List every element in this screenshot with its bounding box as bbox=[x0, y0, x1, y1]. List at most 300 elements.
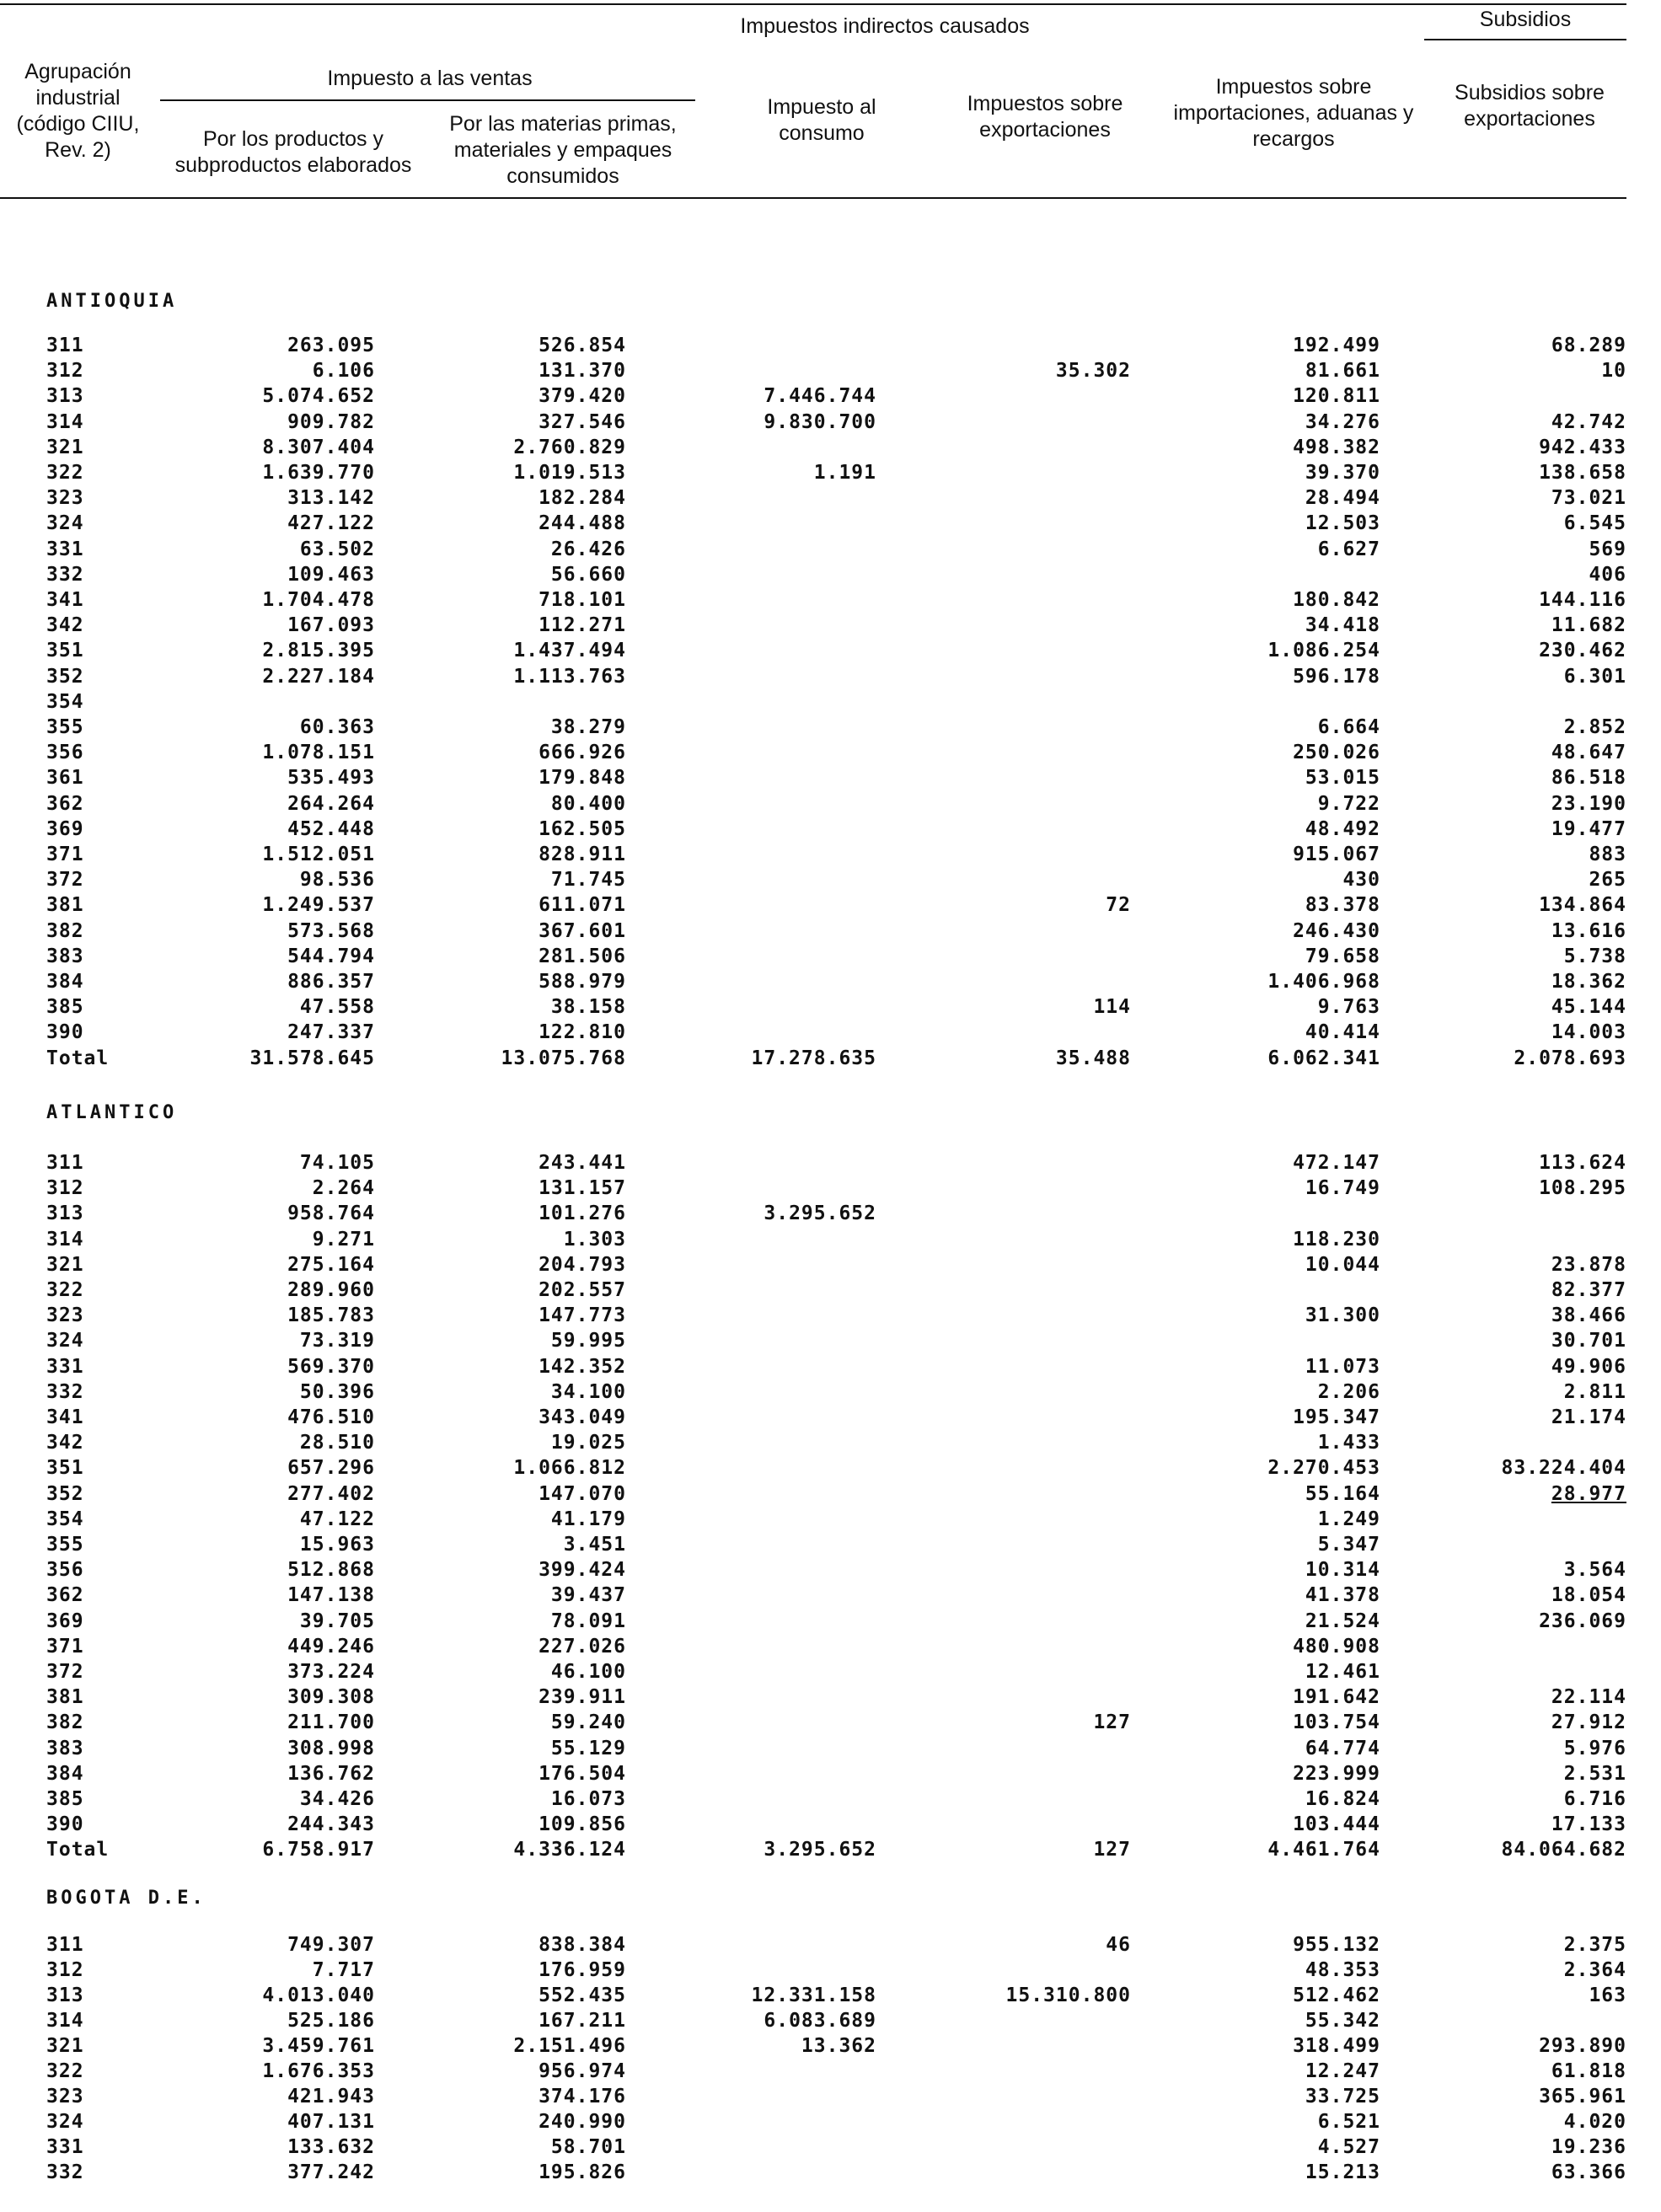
value-cell: 452.448 bbox=[287, 817, 375, 840]
value-cell: 147.070 bbox=[538, 1482, 626, 1505]
value-cell: 958.764 bbox=[287, 1202, 375, 1225]
value-cell: 163 bbox=[1589, 1984, 1626, 2006]
value-cell: 28.977 bbox=[1551, 1482, 1626, 1505]
value-cell: 26.426 bbox=[550, 538, 626, 560]
table-row bbox=[0, 1583, 1626, 1608]
value-cell: 45.144 bbox=[1551, 996, 1626, 1019]
value-cell: 12.461 bbox=[1305, 1661, 1380, 1683]
table-row bbox=[0, 1430, 1626, 1455]
value-cell: 476.510 bbox=[287, 1406, 375, 1428]
value-cell: 281.506 bbox=[538, 945, 626, 967]
table-row bbox=[0, 2033, 1626, 2059]
ciiu-code: 390 bbox=[46, 1021, 84, 1044]
value-cell: 5.976 bbox=[1563, 1737, 1626, 1759]
value-cell: 16.073 bbox=[550, 1788, 626, 1810]
value-cell: 718.101 bbox=[538, 589, 626, 611]
value-cell: 47.558 bbox=[299, 996, 375, 1019]
value-cell: 828.911 bbox=[538, 844, 626, 865]
value-cell: 18.054 bbox=[1551, 1584, 1626, 1607]
section-label-antioquia: ANTIOQUIA bbox=[46, 291, 178, 312]
value-cell: 127 bbox=[1093, 1839, 1131, 1861]
value-cell: 9.271 bbox=[312, 1228, 375, 1251]
value-cell: 103.754 bbox=[1293, 1711, 1380, 1734]
value-cell: 56.660 bbox=[550, 563, 626, 586]
value-cell: 2.227.184 bbox=[262, 665, 375, 688]
value-cell: 108.295 bbox=[1539, 1177, 1626, 1200]
value-cell: 134.864 bbox=[1539, 894, 1626, 917]
ciiu-code: 311 bbox=[46, 1152, 84, 1174]
value-cell: 192.499 bbox=[1293, 335, 1380, 356]
table-row bbox=[0, 2008, 1626, 2033]
value-cell: 6.106 bbox=[312, 360, 375, 383]
value-cell: 4.020 bbox=[1563, 2111, 1626, 2133]
ciiu-code: 385 bbox=[46, 1788, 84, 1810]
value-cell: 176.959 bbox=[538, 1959, 626, 1981]
ciiu-code: 355 bbox=[46, 716, 84, 738]
value-cell: 264.264 bbox=[287, 792, 375, 815]
ciiu-code: 324 bbox=[46, 1330, 84, 1352]
value-cell: 666.926 bbox=[538, 742, 626, 764]
ciiu-code: 331 bbox=[46, 1355, 84, 1378]
value-cell: 17.278.635 bbox=[751, 1047, 876, 1069]
ciiu-code: Total bbox=[46, 1047, 110, 1069]
col-header-export-taxes: Impuestos sobre exportaciones bbox=[967, 92, 1123, 142]
value-cell: 195.347 bbox=[1293, 1406, 1380, 1428]
sales-tax-label: Impuesto a las ventas bbox=[327, 67, 533, 90]
value-cell: 657.296 bbox=[287, 1457, 375, 1480]
value-cell: 377.242 bbox=[287, 2161, 375, 2183]
value-cell: 526.854 bbox=[538, 335, 626, 356]
value-cell: 22.114 bbox=[1551, 1686, 1626, 1709]
ciiu-code: 352 bbox=[46, 1482, 84, 1505]
table-row bbox=[0, 1710, 1626, 1735]
value-cell: 327.546 bbox=[538, 410, 626, 433]
value-cell: 2.078.693 bbox=[1514, 1047, 1626, 1069]
value-cell: 472.147 bbox=[1293, 1152, 1380, 1174]
value-cell: 525.186 bbox=[287, 2010, 375, 2032]
value-cell: 6.716 bbox=[1563, 1788, 1626, 1810]
table-row bbox=[0, 1684, 1626, 1710]
value-cell: 122.810 bbox=[538, 1021, 626, 1044]
value-cell: 449.246 bbox=[287, 1635, 375, 1658]
value-cell: 49.906 bbox=[1551, 1355, 1626, 1378]
table-row bbox=[0, 485, 1626, 511]
table-row bbox=[0, 1277, 1626, 1303]
value-cell: 83.378 bbox=[1305, 894, 1380, 917]
value-cell: 552.435 bbox=[538, 1984, 626, 2006]
value-cell: 263.095 bbox=[287, 335, 375, 356]
value-cell: 9.763 bbox=[1317, 996, 1380, 1019]
ciiu-code: 313 bbox=[46, 1984, 84, 2006]
value-cell: 13.075.768 bbox=[501, 1047, 626, 1069]
value-cell: 243.441 bbox=[538, 1152, 626, 1174]
value-cell: 35.488 bbox=[1055, 1047, 1131, 1069]
table-row bbox=[0, 1532, 1626, 1557]
col-header-raw-materials: Por las materias primas, materiales y empaques consumidos bbox=[449, 112, 677, 188]
value-cell: 1.066.812 bbox=[513, 1457, 626, 1480]
table-row bbox=[0, 817, 1626, 842]
value-cell: 275.164 bbox=[287, 1253, 375, 1276]
value-cell: 53.015 bbox=[1305, 767, 1380, 790]
ciiu-code: 371 bbox=[46, 844, 84, 865]
value-cell: 13.616 bbox=[1551, 919, 1626, 942]
value-cell: 211.700 bbox=[287, 1711, 375, 1734]
value-cell: 147.138 bbox=[287, 1584, 375, 1607]
ciiu-code: 383 bbox=[46, 945, 84, 967]
value-cell: 50.396 bbox=[299, 1380, 375, 1403]
value-cell: 28.494 bbox=[1305, 487, 1380, 510]
value-cell: 407.131 bbox=[287, 2111, 375, 2133]
value-cell: 61.818 bbox=[1551, 2060, 1626, 2082]
value-cell: 2.375 bbox=[1563, 1934, 1626, 1956]
value-cell: 4.013.040 bbox=[262, 1984, 375, 2006]
value-cell: 21.524 bbox=[1305, 1609, 1380, 1632]
value-cell: 18.362 bbox=[1551, 971, 1626, 993]
section-label-bogota: BOGOTA D.E. bbox=[46, 1888, 206, 1909]
value-cell: 182.284 bbox=[538, 487, 626, 510]
table-row bbox=[0, 1983, 1626, 2008]
value-cell: 31.578.645 bbox=[249, 1047, 375, 1069]
ciiu-code: 372 bbox=[46, 869, 84, 892]
value-cell: 883 bbox=[1589, 844, 1626, 865]
value-cell: 223.999 bbox=[1293, 1762, 1380, 1785]
value-cell: 21.174 bbox=[1551, 1406, 1626, 1428]
ciiu-code: 351 bbox=[46, 640, 84, 662]
ciiu-code: 311 bbox=[46, 1934, 84, 1956]
value-cell: 544.794 bbox=[287, 945, 375, 967]
value-cell: 4.336.124 bbox=[513, 1839, 626, 1861]
value-cell: 374.176 bbox=[538, 2086, 626, 2108]
subsidies-title: Subsidios bbox=[1479, 8, 1572, 31]
table-row bbox=[0, 460, 1626, 485]
ciiu-code: 382 bbox=[46, 919, 84, 942]
value-cell: 60.363 bbox=[299, 716, 375, 738]
value-cell: 15.310.800 bbox=[1005, 1984, 1131, 2006]
value-cell: 8.307.404 bbox=[262, 436, 375, 458]
value-cell: 406 bbox=[1589, 563, 1626, 586]
value-cell: 39.437 bbox=[550, 1584, 626, 1607]
value-cell: 63.502 bbox=[299, 538, 375, 560]
value-cell: 3.451 bbox=[563, 1534, 626, 1556]
value-cell: 1.086.254 bbox=[1267, 640, 1380, 662]
value-cell: 2.364 bbox=[1563, 1959, 1626, 1981]
value-cell: 103.444 bbox=[1293, 1813, 1380, 1836]
value-cell: 573.568 bbox=[287, 919, 375, 942]
subsidies-title-rule bbox=[1424, 39, 1626, 40]
sales-tax-rule bbox=[160, 99, 695, 101]
table-row bbox=[0, 919, 1626, 944]
value-cell: 23.878 bbox=[1551, 1253, 1626, 1276]
value-cell: 611.071 bbox=[538, 894, 626, 917]
ciiu-code: 311 bbox=[46, 335, 84, 356]
value-cell: 379.420 bbox=[538, 385, 626, 408]
value-cell: 72 bbox=[1106, 894, 1131, 917]
value-cell: 73.319 bbox=[299, 1330, 375, 1352]
value-cell: 277.402 bbox=[287, 1482, 375, 1505]
table-row bbox=[0, 1176, 1626, 1201]
value-cell: 46.100 bbox=[550, 1661, 626, 1683]
value-cell: 289.960 bbox=[287, 1279, 375, 1301]
table-row bbox=[0, 1405, 1626, 1430]
value-cell: 42.742 bbox=[1551, 410, 1626, 433]
value-cell: 78.091 bbox=[550, 1609, 626, 1632]
value-cell: 9.722 bbox=[1317, 792, 1380, 815]
table-row bbox=[0, 435, 1626, 460]
value-cell: 47.122 bbox=[299, 1508, 375, 1530]
value-cell: 48.353 bbox=[1305, 1959, 1380, 1981]
table-row bbox=[0, 969, 1626, 994]
value-cell: 16.749 bbox=[1305, 1177, 1380, 1200]
ciiu-code: 362 bbox=[46, 792, 84, 815]
ciiu-code: 342 bbox=[46, 1432, 84, 1454]
ciiu-code: 321 bbox=[46, 1253, 84, 1276]
value-cell: 10.044 bbox=[1305, 1253, 1380, 1276]
value-cell: 55.342 bbox=[1305, 2010, 1380, 2032]
table-row bbox=[0, 1201, 1626, 1226]
value-cell: 39.370 bbox=[1305, 462, 1380, 484]
value-cell: 14.003 bbox=[1551, 1021, 1626, 1044]
value-cell: 11.682 bbox=[1551, 614, 1626, 637]
value-cell: 59.240 bbox=[550, 1711, 626, 1734]
ciiu-code: 313 bbox=[46, 1202, 84, 1225]
value-cell: 942.433 bbox=[1539, 436, 1626, 458]
value-cell: 886.357 bbox=[287, 971, 375, 993]
value-cell: 13.362 bbox=[801, 2035, 876, 2057]
table-row bbox=[0, 994, 1626, 1020]
value-cell: 118.230 bbox=[1293, 1228, 1380, 1251]
ciiu-code: 312 bbox=[46, 1959, 84, 1981]
value-cell: 2.531 bbox=[1563, 1762, 1626, 1785]
table-row bbox=[0, 1609, 1626, 1634]
value-cell: 4.527 bbox=[1317, 2136, 1380, 2158]
value-cell: 421.943 bbox=[287, 2086, 375, 2108]
table-row bbox=[0, 1354, 1626, 1379]
ciiu-code: 385 bbox=[46, 996, 84, 1019]
value-cell: 1.433 bbox=[1317, 1432, 1380, 1454]
value-cell: 6.083.689 bbox=[764, 2010, 876, 2032]
value-cell: 34.426 bbox=[299, 1788, 375, 1810]
table-row bbox=[0, 613, 1626, 638]
value-cell: 73.021 bbox=[1551, 487, 1626, 510]
indirect-taxes-title: Impuestos indirectos causados bbox=[740, 14, 1030, 38]
top-rule bbox=[0, 3, 1626, 5]
value-cell: 1.249 bbox=[1317, 1508, 1380, 1530]
value-cell: 30.701 bbox=[1551, 1330, 1626, 1352]
value-cell: 1.676.353 bbox=[262, 2060, 375, 2082]
value-cell: 82.377 bbox=[1551, 1279, 1626, 1301]
table-row bbox=[0, 1328, 1626, 1353]
value-cell: 185.783 bbox=[287, 1304, 375, 1327]
table-row bbox=[0, 1303, 1626, 1328]
table-row bbox=[0, 1932, 1626, 1958]
value-cell: 838.384 bbox=[538, 1934, 626, 1956]
table-row bbox=[0, 333, 1626, 358]
ciiu-code: 322 bbox=[46, 462, 84, 484]
value-cell: 6.301 bbox=[1563, 665, 1626, 688]
table-row bbox=[0, 944, 1626, 969]
table-row bbox=[0, 1812, 1626, 1837]
value-cell: 74.105 bbox=[299, 1152, 375, 1174]
table-row bbox=[0, 715, 1626, 740]
value-cell: 19.236 bbox=[1551, 2136, 1626, 2158]
header-bottom-rule bbox=[0, 197, 1626, 199]
value-cell: 19.025 bbox=[550, 1432, 626, 1454]
ciiu-code: 323 bbox=[46, 487, 84, 510]
value-cell: 80.400 bbox=[550, 792, 626, 815]
ciiu-code: 321 bbox=[46, 436, 84, 458]
table-row bbox=[0, 358, 1626, 383]
value-cell: 1.639.770 bbox=[262, 462, 375, 484]
value-cell: 367.601 bbox=[538, 919, 626, 942]
value-cell: 167.093 bbox=[287, 614, 375, 637]
value-cell: 58.701 bbox=[550, 2136, 626, 2158]
value-cell: 6.627 bbox=[1317, 538, 1380, 560]
value-cell: 176.504 bbox=[538, 1762, 626, 1785]
table-row bbox=[0, 511, 1626, 536]
value-cell: 240.990 bbox=[538, 2111, 626, 2133]
ciiu-code: 324 bbox=[46, 2111, 84, 2133]
table-row bbox=[0, 892, 1626, 918]
value-cell: 33.725 bbox=[1305, 2086, 1380, 2108]
value-cell: 569 bbox=[1589, 538, 1626, 560]
value-cell: 31.300 bbox=[1305, 1304, 1380, 1327]
value-cell: 15.213 bbox=[1305, 2161, 1380, 2183]
table-row bbox=[0, 537, 1626, 562]
table-row bbox=[0, 1659, 1626, 1684]
ciiu-code: 356 bbox=[46, 1559, 84, 1582]
value-cell: 191.642 bbox=[1293, 1686, 1380, 1709]
value-cell: 1.303 bbox=[563, 1228, 626, 1251]
value-cell: 12.503 bbox=[1305, 512, 1380, 535]
ciiu-code: 356 bbox=[46, 742, 84, 764]
value-cell: 55.164 bbox=[1305, 1482, 1380, 1505]
value-cell: 2.852 bbox=[1563, 716, 1626, 738]
table-row bbox=[0, 2134, 1626, 2160]
ciiu-code: 324 bbox=[46, 512, 84, 535]
ciiu-code: 313 bbox=[46, 385, 84, 408]
table-row bbox=[0, 383, 1626, 409]
ciiu-code: 314 bbox=[46, 1228, 84, 1251]
ciiu-code: 321 bbox=[46, 2035, 84, 2057]
ciiu-code: 332 bbox=[46, 2161, 84, 2183]
value-cell: 956.974 bbox=[538, 2060, 626, 2082]
value-cell: 162.505 bbox=[538, 817, 626, 840]
value-cell: 6.062.341 bbox=[1267, 1047, 1380, 1069]
value-cell: 15.963 bbox=[299, 1534, 375, 1556]
col-header-products: Por los productos y subproductos elaborados bbox=[174, 127, 412, 177]
value-cell: 365.961 bbox=[1539, 2086, 1626, 2108]
value-cell: 1.406.968 bbox=[1267, 971, 1380, 993]
col-header-export-subsidies: Subsidios sobre exportaciones bbox=[1455, 81, 1605, 131]
value-cell: 34.418 bbox=[1305, 614, 1380, 637]
table-row bbox=[0, 1786, 1626, 1812]
value-cell: 3.459.761 bbox=[262, 2035, 375, 2057]
value-cell: 11.073 bbox=[1305, 1355, 1380, 1378]
value-cell: 909.782 bbox=[287, 410, 375, 433]
ciiu-code: 331 bbox=[46, 2136, 84, 2158]
ciiu-code: 342 bbox=[46, 614, 84, 637]
value-cell: 2.264 bbox=[312, 1177, 375, 1200]
ciiu-code: 312 bbox=[46, 1177, 84, 1200]
value-cell: 79.658 bbox=[1305, 945, 1380, 967]
table-row bbox=[0, 1634, 1626, 1659]
value-cell: 40.414 bbox=[1305, 1021, 1380, 1044]
table-row bbox=[0, 1481, 1626, 1507]
value-cell: 109.463 bbox=[287, 563, 375, 586]
value-cell: 144.116 bbox=[1539, 589, 1626, 611]
table-row bbox=[0, 1046, 1626, 1071]
ciiu-code: 381 bbox=[46, 1686, 84, 1709]
value-cell: 19.477 bbox=[1551, 817, 1626, 840]
table-row bbox=[0, 2109, 1626, 2134]
value-cell: 6.758.917 bbox=[262, 1839, 375, 1861]
value-cell: 427.122 bbox=[287, 512, 375, 535]
ciiu-code: 361 bbox=[46, 767, 84, 790]
value-cell: 244.343 bbox=[287, 1813, 375, 1836]
value-cell: 10 bbox=[1601, 360, 1626, 383]
ciiu-code: 312 bbox=[46, 360, 84, 383]
value-cell: 34.276 bbox=[1305, 410, 1380, 433]
value-cell: 48.492 bbox=[1305, 817, 1380, 840]
value-cell: 6.664 bbox=[1317, 716, 1380, 738]
value-cell: 113.624 bbox=[1539, 1152, 1626, 1174]
table-row bbox=[0, 2084, 1626, 2109]
ciiu-code: 369 bbox=[46, 817, 84, 840]
ciiu-code: 351 bbox=[46, 1457, 84, 1480]
value-cell: 227.026 bbox=[538, 1635, 626, 1658]
table-row bbox=[0, 1557, 1626, 1583]
value-cell: 6.521 bbox=[1317, 2111, 1380, 2133]
value-cell: 83.224.404 bbox=[1501, 1457, 1626, 1480]
value-cell: 84.064.682 bbox=[1501, 1839, 1626, 1861]
ciiu-code: 372 bbox=[46, 1661, 84, 1683]
value-cell: 12.331.158 bbox=[751, 1984, 876, 2006]
value-cell: 1.704.478 bbox=[262, 589, 375, 611]
ciiu-code: 383 bbox=[46, 1737, 84, 1759]
value-cell: 131.370 bbox=[538, 360, 626, 383]
table-row bbox=[0, 1379, 1626, 1405]
table-row bbox=[0, 1507, 1626, 1532]
value-cell: 120.811 bbox=[1293, 385, 1380, 408]
col-header-import-taxes: Impuestos sobre importaciones, aduanas y recargos bbox=[1173, 75, 1414, 151]
value-cell: 5.074.652 bbox=[262, 385, 375, 408]
table-row bbox=[0, 689, 1626, 715]
table-row bbox=[0, 1736, 1626, 1761]
value-cell: 64.774 bbox=[1305, 1737, 1380, 1759]
value-cell: 399.424 bbox=[538, 1559, 626, 1582]
value-cell: 2.815.395 bbox=[262, 640, 375, 662]
value-cell: 247.337 bbox=[287, 1021, 375, 1044]
value-cell: 250.026 bbox=[1293, 742, 1380, 764]
value-cell: 246.430 bbox=[1293, 919, 1380, 942]
value-cell: 2.811 bbox=[1563, 1380, 1626, 1403]
value-cell: 236.069 bbox=[1539, 1609, 1626, 1632]
table-row bbox=[0, 1761, 1626, 1786]
value-cell: 41.378 bbox=[1305, 1584, 1380, 1607]
ciiu-code: 341 bbox=[46, 1406, 84, 1428]
value-cell: 535.493 bbox=[287, 767, 375, 790]
value-cell: 239.911 bbox=[538, 1686, 626, 1709]
table-row bbox=[0, 1837, 1626, 1862]
table-row bbox=[0, 2160, 1626, 2185]
value-cell: 5.347 bbox=[1317, 1534, 1380, 1556]
table-row bbox=[0, 2059, 1626, 2084]
ciiu-code: 314 bbox=[46, 410, 84, 433]
value-cell: 68.289 bbox=[1551, 335, 1626, 356]
ciiu-code: Total bbox=[46, 1839, 110, 1861]
value-cell: 38.158 bbox=[550, 996, 626, 1019]
value-cell: 23.190 bbox=[1551, 792, 1626, 815]
